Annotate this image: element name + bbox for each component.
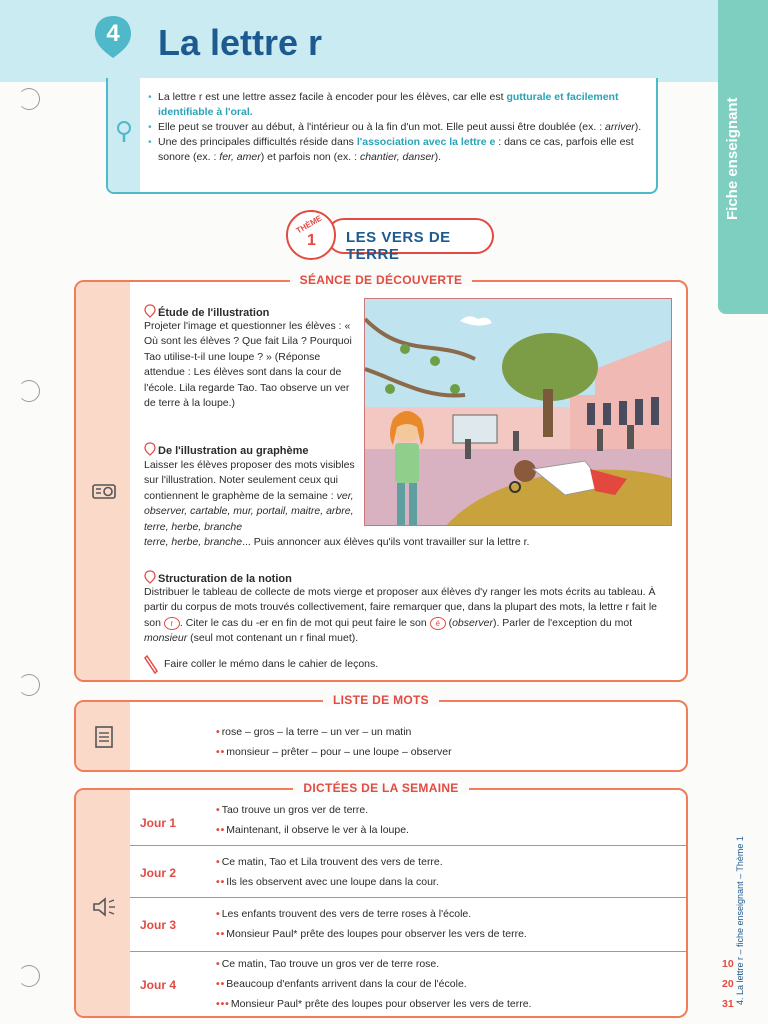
word-line: • rose – gros – la terre – un ver – un matin — [216, 726, 412, 738]
day-sentences: • Tao trouve un gros ver de terre. • • Maintenant, il observe le ver à la loupe. — [216, 804, 409, 836]
theme-circle — [286, 210, 336, 260]
step2-text: Laisser les élèves proposer des mots visibles sur l'illustration. Noter seulement ceux qui contiennent le graphème de la semaine : ver, observer, cartable, mur, portail, maitre, arbre, terre, herbe, branche — [144, 459, 355, 533]
intro-box — [106, 78, 658, 194]
section-decouverte — [74, 273, 688, 682]
step1-text: Projeter l'image et questionner les élèves : « Où sont les élèves ? Que fait Lila ? Pourquoi Tao utilise-t-il une loupe ? » (Réponse attendue : Les élèves sont dans la cour de l'école. Lila regarde Tao. Tao observe un ver de terre à la loupe.) — [144, 320, 352, 410]
word-count: 31 — [722, 998, 734, 1010]
word-line: • • monsieur – prêter – pour – une loupe – observer — [216, 746, 452, 758]
section-liste-mots — [74, 693, 688, 772]
section-heading: LISTE DE MOTS — [76, 691, 686, 709]
chapter-badge — [93, 14, 133, 60]
theme-title: LES VERS DE TERRE — [346, 229, 451, 263]
theme-badge — [286, 210, 494, 262]
dictation-day — [130, 898, 688, 952]
day-label: Jour 1 — [140, 816, 177, 830]
word-count: 20 — [722, 978, 734, 990]
binder-hole — [18, 674, 40, 696]
day-label: Jour 3 — [140, 918, 177, 932]
day-label: Jour 2 — [140, 866, 177, 880]
section-heading: DICTÉES DE LA SEMAINE — [76, 779, 686, 797]
intro-item: • La lettre r est une lettre assez facile à encoder pour les élèves, car elle est gutturale et facilement identifiable à l'oral. — [148, 90, 648, 120]
dictation-day — [130, 846, 688, 898]
binder-hole — [18, 88, 40, 110]
side-tab-label: Fiche enseignant — [724, 97, 741, 220]
magnifier-icon — [115, 120, 133, 144]
binder-hole — [18, 380, 40, 402]
intro-item: • Une des principales difficultés réside dans l'association avec la lettre e : dans ce cas, parfois elle est sonore (ex. : fer, amer) et parfois non (ex. : chantier, danser). — [148, 135, 648, 165]
step2-title: De l'illustration au graphème — [144, 442, 309, 457]
day-sentences: • Ce matin, Tao trouve un gros ver de terre rose. • • Beaucoup d'enfants arrivent dans la cour de l'école. • • • Monsieur Paul* prête des loupes pour observer les vers de terre. — [216, 958, 532, 1010]
intro-list — [148, 90, 648, 165]
step1-title: Étude de l'illustration — [144, 304, 269, 319]
day-sentences: • Les enfants trouvent des vers de terre roses à l'école. • • Monsieur Paul* prête des loupes pour observer les vers de terre. — [216, 908, 527, 940]
section-heading: SÉANCE DE DÉCOUVERTE — [76, 271, 686, 289]
word-list-icon — [90, 724, 118, 750]
theme-label: THÈME — [294, 213, 324, 236]
sound-bubble-icon: r — [164, 617, 180, 630]
step-marker-icon — [144, 442, 156, 456]
step2-text-end: terre, herbe, branche... Puis annoncer aux élèves qu'ils vont travailler sur la lettre r. — [144, 536, 530, 548]
pencil-icon — [144, 654, 160, 674]
day-sentences: • Ce matin, Tao et Lila trouvent des vers de terre. • • Ils les observent avec une loupe dans la cour. — [216, 856, 443, 888]
dictation-day — [130, 952, 734, 1016]
step3-title: Structuration de la notion — [144, 570, 292, 585]
day-label: Jour 4 — [140, 978, 177, 992]
binder-hole — [18, 965, 40, 987]
step-marker-icon — [144, 570, 156, 584]
speaker-icon — [90, 894, 118, 920]
projector-icon — [90, 478, 118, 504]
word-count: 10 — [722, 958, 734, 970]
side-footer: 4. La lettre r – fiche enseignant – Thème 1 — [735, 836, 745, 1005]
step3-text: Distribuer le tableau de collecte de mots vierge et proposer aux élèves d'y ranger les mots écrits au tableau. À partir du corpus de mots trouvés collectivement, faire remarquer que, dans la plupart des mots, la lettre r fait le son r . Citer le cas du -er en fin de mot qui peut faire le son é (observer). Parler de l'exception du mot monsieur (seul mot contenant un r final muet). — [144, 586, 657, 645]
scene-illustration — [364, 298, 672, 526]
theme-number: 1 — [307, 232, 316, 249]
word-list — [216, 722, 656, 762]
section-dictees — [74, 781, 734, 1018]
memo-text: Faire coller le mémo dans le cahier de leçons. — [164, 658, 379, 670]
intro-item: • Elle peut se trouver au début, à l'intérieur ou à la fin d'un mot. Elle peut aussi être doublée (ex. : arriver). — [148, 120, 648, 135]
dictation-day — [130, 798, 688, 846]
page-title: La lettre r — [158, 22, 323, 63]
step-marker-icon — [144, 304, 156, 318]
chapter-number: 4 — [106, 20, 120, 47]
theme-pill — [326, 218, 494, 263]
sound-bubble-icon: é — [430, 617, 446, 630]
